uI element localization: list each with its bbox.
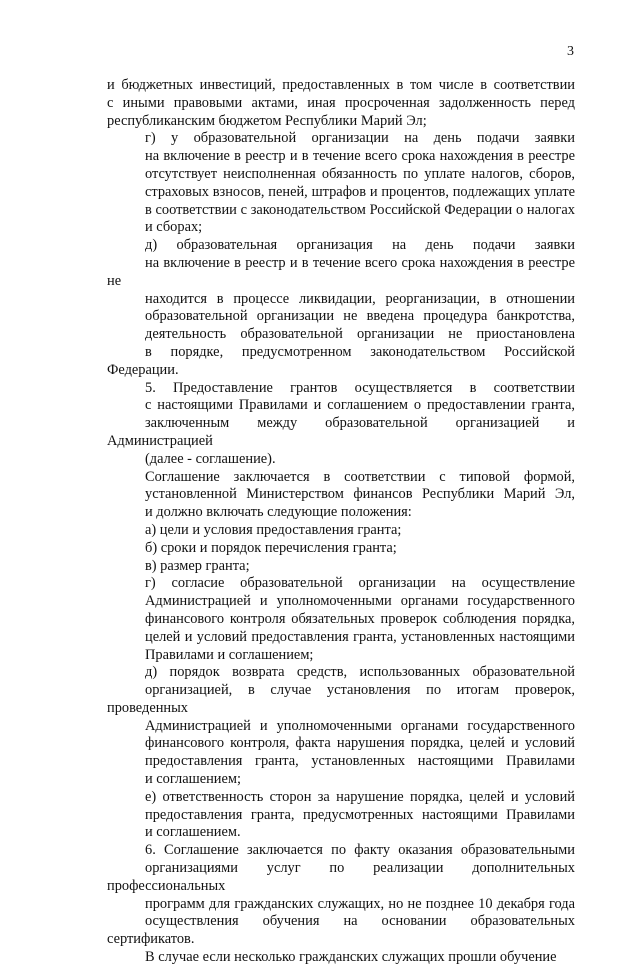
text-line: на включение в реестр и в течение всего срока нахождения в реестре: [145, 148, 575, 165]
paragraph: [107, 380, 575, 469]
text-line: установленной Министерством финансов Республики Марий Эл,: [145, 486, 575, 503]
text-line: (далее - соглашение).: [145, 450, 276, 467]
text-line: д) порядок возврата средств, использованных образовательной: [145, 664, 575, 681]
text-line: 5. Предоставление грантов осуществляется в соответствии: [145, 379, 575, 396]
paragraph: [107, 789, 575, 842]
text-line: г) у образовательной организации на день подачи заявки: [145, 130, 575, 147]
text-line: осуществления обучения на основании образовательных сертификатов.: [107, 913, 575, 948]
text-line: целей и условий предоставления гранта, установленных настоящими: [145, 628, 575, 645]
text-line: республиканским бюджетом Республики Марий Эл;: [107, 112, 427, 129]
text-line: предоставления гранта, предусмотренных настоящими Правилами: [145, 806, 575, 823]
paragraph: [107, 77, 575, 130]
text-line: организациями услуг по реализации дополнительных профессиональных: [107, 860, 575, 894]
text-line: и соглашением.: [145, 824, 241, 841]
paragraph: [107, 540, 575, 558]
page-number: 3: [567, 44, 574, 59]
text-line: е) ответственность сторон за нарушение порядка, целей и условий: [145, 788, 575, 805]
text-line: деятельность образовательной организации не приостановлена: [145, 326, 575, 343]
text-line: Правилами и соглашением;: [145, 646, 314, 663]
text-line: отсутствует неисполненная обязанность по уплате налогов, сборов,: [145, 165, 575, 182]
paragraph: [107, 664, 575, 789]
text-line: в) размер гранта;: [145, 557, 250, 574]
paragraph: [107, 842, 575, 949]
text-line: в порядке, предусмотренном законодательством Российской Федерации.: [107, 343, 575, 378]
paragraph: [107, 469, 575, 522]
paragraph: [107, 575, 575, 664]
text-line: и должно включать следующие положения:: [145, 504, 412, 521]
text-line: Администрацией и уполномоченными органами государственного: [145, 717, 575, 734]
text-line: находится в процессе ликвидации, реорганизации, в отношении: [145, 290, 575, 307]
text-line: Администрацией и уполномоченными органами государственного: [145, 593, 575, 610]
text-line: В случае если несколько гражданских служащих прошли обучение: [145, 949, 557, 966]
text-line: а) цели и условия предоставления гранта;: [145, 521, 402, 538]
text-line: на включение в реестр и в течение всего срока нахождения в реестре не: [107, 254, 575, 289]
paragraph: [107, 522, 575, 540]
text-line: финансового контроля, факта нарушения порядка, целей и условий: [145, 735, 575, 752]
paragraph: [107, 237, 575, 379]
text-line: 6. Соглашение заключается по факту оказания образовательными: [145, 842, 575, 859]
paragraph: [107, 558, 575, 576]
text-line: заключенным между образовательной организацией и Администрацией: [107, 415, 575, 449]
text-line: б) сроки и порядок перечисления гранта;: [145, 539, 397, 556]
text-line: г) согласие образовательной организации на осуществление: [145, 575, 575, 592]
text-line: финансового контроля обязательных проверок соблюдения порядка,: [145, 610, 575, 627]
text-line: д) образовательная организация на день подачи заявки: [145, 237, 575, 254]
text-line: предоставления гранта, установленных настоящими Правилами: [145, 753, 575, 770]
text-line: в соответствии с законодательством Российской Федерации о налогах: [145, 201, 575, 218]
text-line: образовательной организации не введена процедура банкротства,: [145, 308, 575, 325]
text-line: программ для гражданских служащих, но не позднее 10 декабря года: [145, 895, 575, 912]
text-line: и бюджетных инвестиций, предоставленных в том числе в соответствии: [107, 77, 575, 93]
paragraph: [107, 949, 575, 967]
text-line: страховых взносов, пеней, штрафов и процентов, подлежащих уплате: [145, 183, 575, 200]
text-line: и сборах;: [145, 219, 203, 236]
text-line: организацией, в случае установления по итогам проверок, проведенных: [107, 682, 575, 716]
document-body: [107, 77, 575, 967]
paragraph: [107, 130, 575, 237]
text-line: с иными правовыми актами, иная просроченная задолженность перед: [107, 94, 575, 111]
text-line: Соглашение заключается в соответствии с типовой формой,: [145, 468, 575, 485]
text-line: с настоящими Правилами и соглашением о предоставлении гранта,: [145, 397, 575, 414]
text-line: и соглашением;: [145, 771, 241, 788]
